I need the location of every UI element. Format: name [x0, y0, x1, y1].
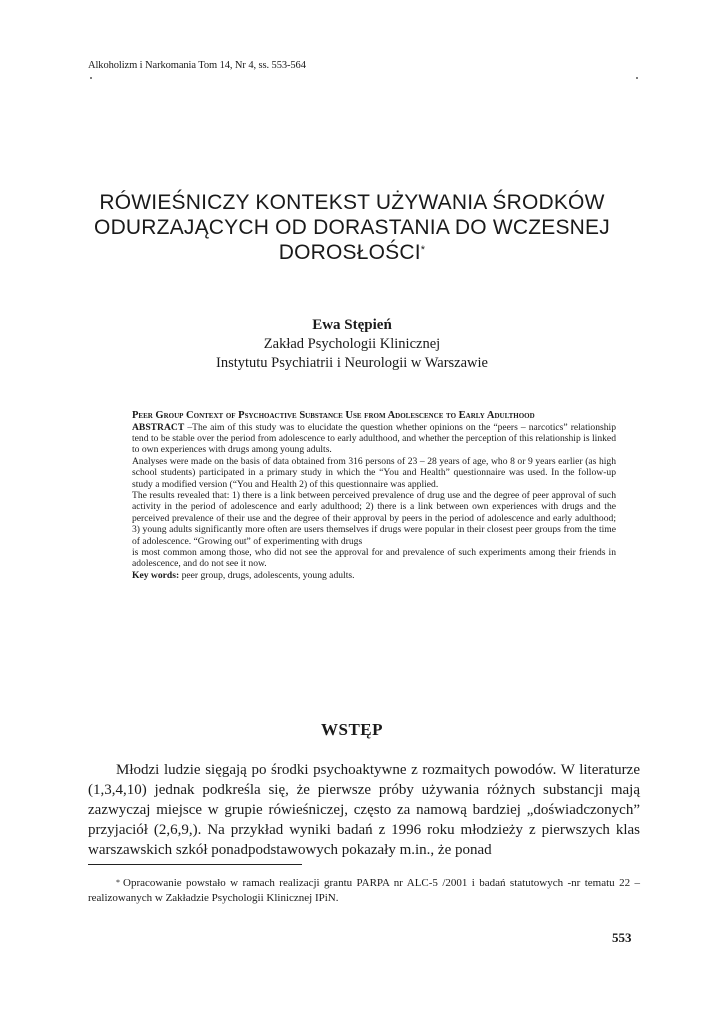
abstract-paragraph-3: The results revealed that: 1) there is a link between perceived prevalence of drug use and the degree of peer approval of such activity in the period of adolescence and early adulthood; 2) there is a link between own experiences with drugs and the perceived prevalence of their use and the degree of their approval by peers in the period of adolescence and early adulthood; 3) young adults significantly more often are users themselves if drugs were popular in their closest peer groups from the time of adolescence. “Growing out” of experimenting with drugs: [132, 490, 616, 547]
running-header: Alkoholizm i Narkomania Tom 14, Nr 4, ss. 553-564: [88, 60, 306, 71]
abstract-paragraph-1: [132, 422, 616, 456]
abstract-label: ABSTRACT: [132, 421, 185, 433]
abstract-paragraph-4: is most common among those, who did not see the approval for and prevalence of such experiments among their friends in adolescence, and do not see it now.: [132, 547, 616, 570]
section-heading: WSTĘP: [320, 720, 384, 739]
scan-speck: [90, 77, 92, 79]
article-title: [60, 190, 644, 265]
footnote-rule: [88, 864, 302, 865]
body-paragraph: Młodzi ludzie sięgają po środki psychoaktywne z rozmaitych powodów. W literaturze (1,3,4,10) jednak podkreśla się, że pierwsze próby używania różnych substancji mają zazwyczaj miejsce w grupie rówieśniczej, często za namową bardziej „doświadczonych” przyjaciół (2,6,9,). Na przykład wyniki badań z 1996 roku młodzieży z pierwszych klas warszawskich szkół ponadpodstawowych pokazały m.in., że ponad: [88, 762, 640, 858]
author-affiliation-2: Instytutu Psychiatrii i Neurologii w Warszawie: [215, 355, 488, 371]
abstract-block: [132, 410, 616, 581]
keywords-text: peer group, drugs, adolescents, young adults.: [181, 569, 355, 581]
footnote-marker: *: [116, 878, 120, 887]
keywords-label: Key words:: [132, 569, 180, 581]
body-text: [88, 760, 640, 860]
scan-speck: [636, 77, 638, 79]
title-line-1: RÓWIEŚNICZY KONTEKST UŻYWANIA ŚRODKÓW: [99, 191, 605, 215]
abstract-paragraph-2: Analyses were made on the basis of data obtained from 316 persons of 23 – 28 years of age, who 8 or 9 years earlier (as high school students) participated in a primary study in which the “You and Health” questionnaire was used. In the follow-up study a modified version (“You and Health 2) of this questionnaire was applied.: [132, 455, 616, 490]
author-affiliation-1: Zakład Psychologii Klinicznej: [263, 336, 441, 352]
page-number: 553: [612, 930, 632, 945]
title-line-2: ODURZAJĄCYCH OD DORASTANIA DO WCZESNEJ: [94, 216, 610, 240]
author-name: Ewa Stępień: [312, 317, 392, 333]
footnote-text: Opracowanie powstało w ramach realizacji grantu PARPA nr ALC-5 /2001 i badań statutowych -nr tematu 22 – realizowanych w Zakładzie Psychologii Klinicznej IPiN.: [88, 877, 640, 904]
english-title: Peer Group Context of Psychoactive Substance Use from Adolescence to Early Adulthood: [132, 410, 535, 421]
abstract-text-1: –The aim of this study was to elucidate the question whether opinions on the “peers – narcotics” relationship tend to be stable over the period from adolescence to early adulthood, and whether the perception of this relationship is linked to own experiences with drugs among young adults.: [132, 421, 616, 456]
keywords-line: [132, 570, 616, 581]
title-line-3: [60, 240, 644, 265]
title-footnote-marker: *: [420, 244, 426, 257]
title-line-3-text: DOROSŁOŚCI: [278, 241, 421, 265]
footnote: [88, 876, 640, 906]
